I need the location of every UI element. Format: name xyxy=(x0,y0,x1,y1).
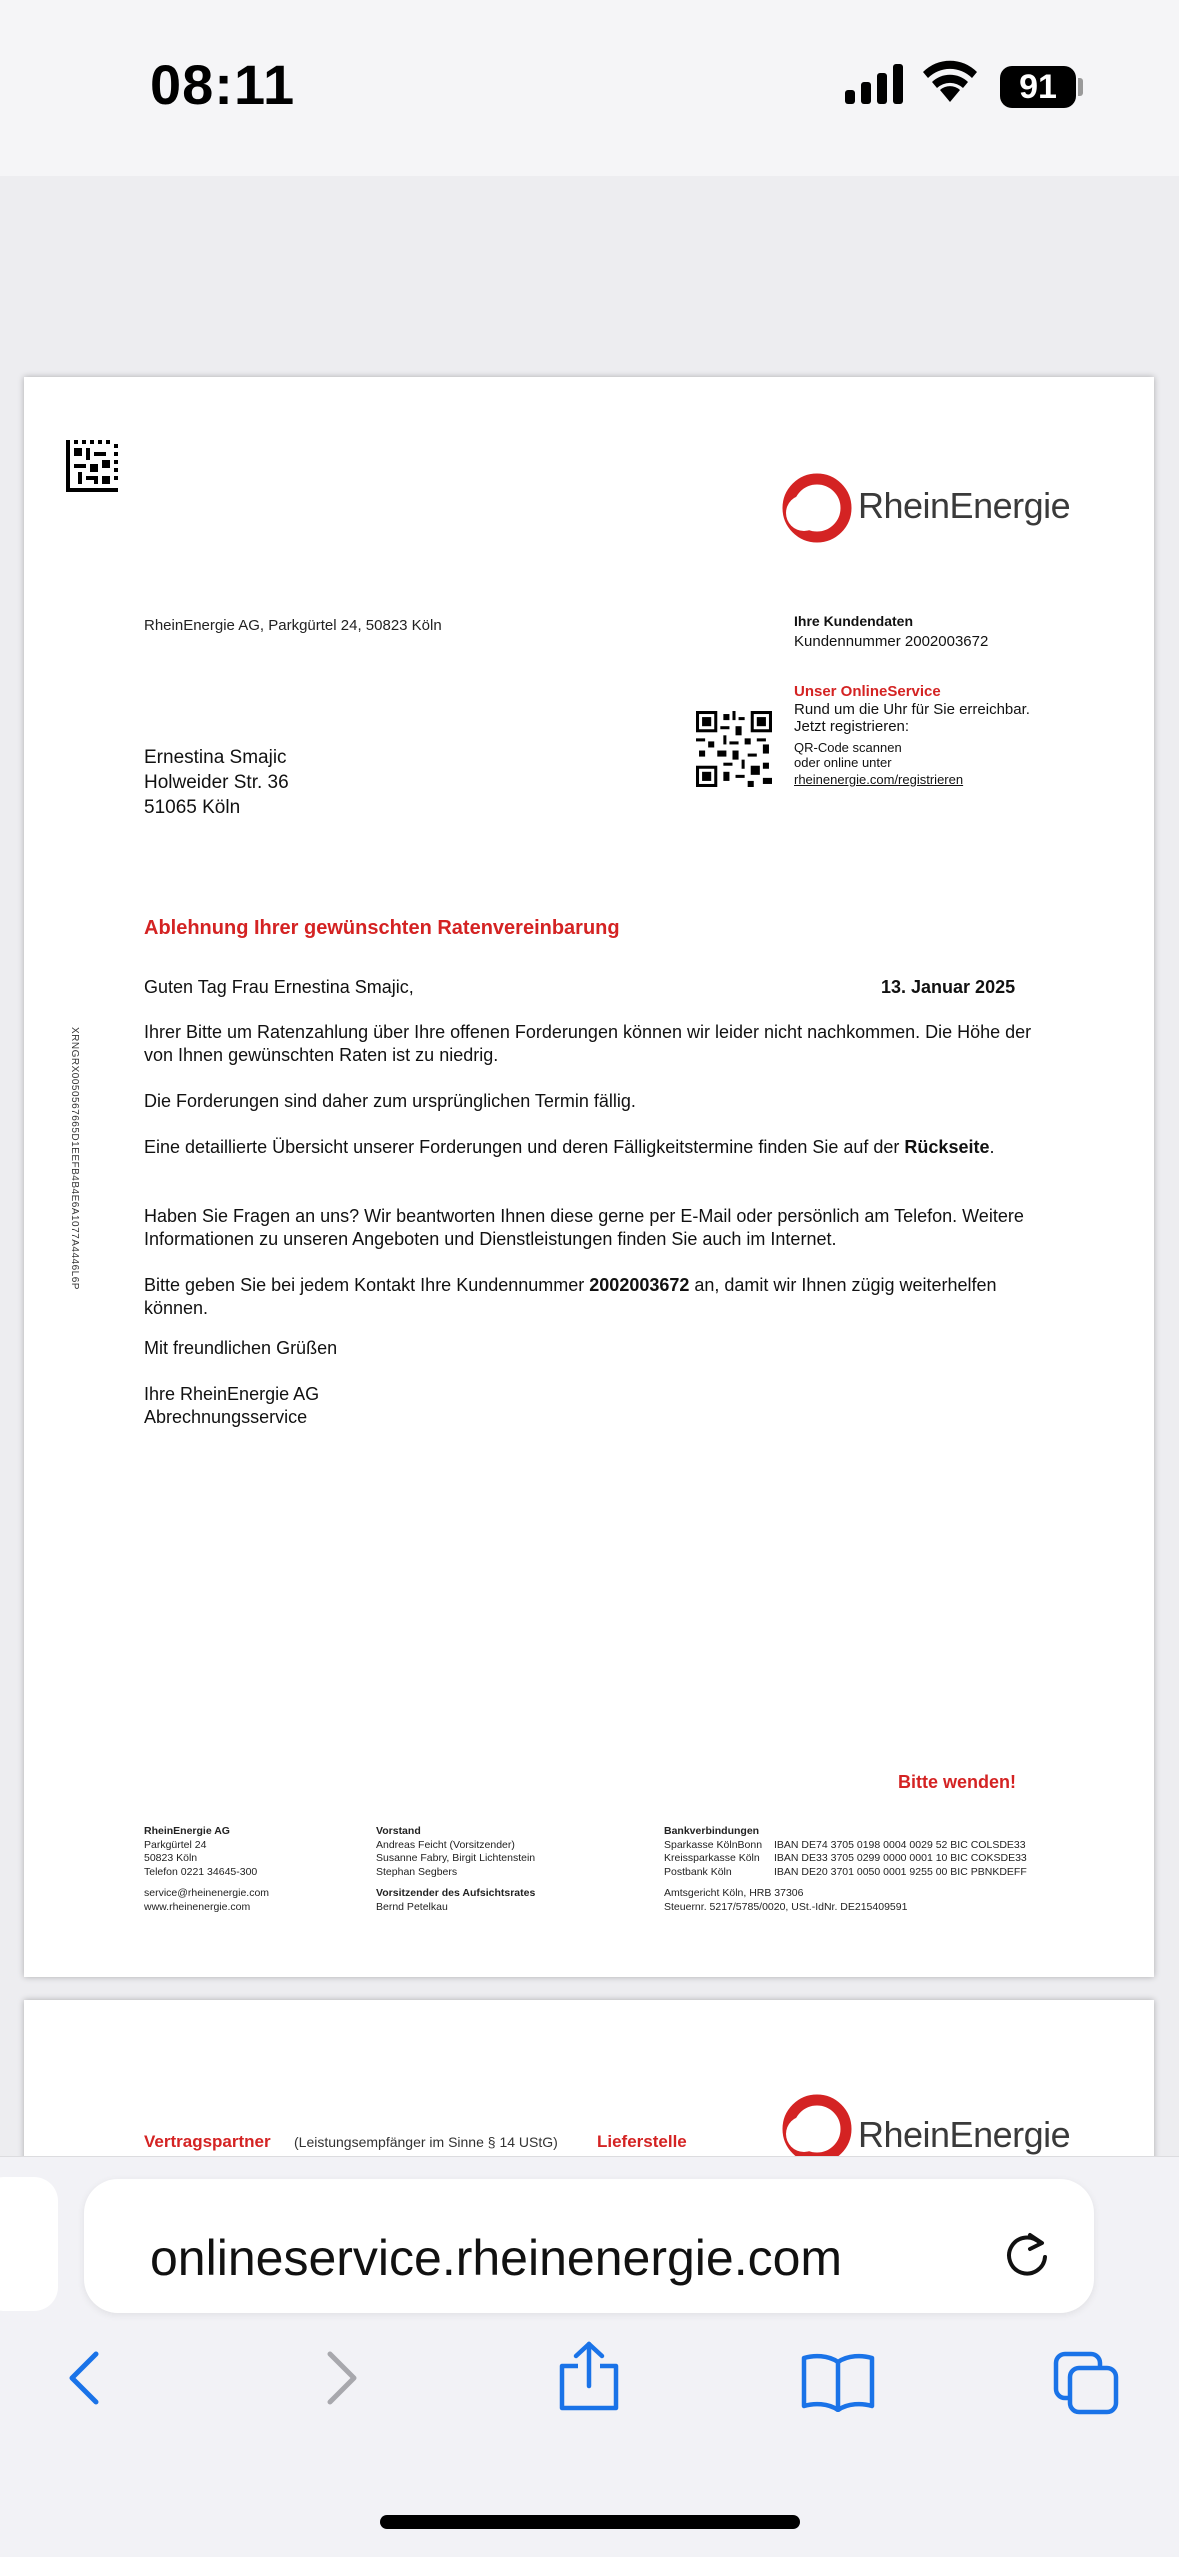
footer-banks xyxy=(664,1825,1027,1914)
letter-page-1 xyxy=(24,377,1154,1977)
contract-partner-heading: Vertragspartner xyxy=(144,2132,271,2151)
online-service-line2: Jetzt registrieren: xyxy=(794,718,910,735)
paragraph-5-customer-number: 2002003672 xyxy=(589,1275,690,1295)
paragraph-5-text: Bitte geben Sie bei jedem Kontakt Ihre Kundennummer xyxy=(144,1275,590,1295)
footer-bank-row xyxy=(664,1866,1027,1880)
paragraph-5 xyxy=(144,1274,1034,1320)
paragraph-2: Die Forderungen sind daher zum ursprünglichen Termin fällig. xyxy=(144,1091,636,1111)
battery-tip xyxy=(1078,78,1083,96)
rheinenergie-logo-icon xyxy=(782,2094,852,2164)
home-indicator xyxy=(380,2515,800,2529)
footer-board-title: Vorstand xyxy=(376,1825,421,1837)
paragraph-1: Ihrer Bitte um Ratenzahlung über Ihre offenen Forderungen können wir leider nicht nachkommen. Die Höhe der von Ihnen gewünschten Raten ist zu niedrig. xyxy=(144,1022,1032,1065)
footer-bank-name: Postbank Köln xyxy=(664,1865,732,1878)
footer-company-city: 50823 Köln xyxy=(144,1852,198,1864)
paragraph-5-end: an, damit wir Ihnen zügig weiterhelfen können. xyxy=(144,1275,997,1318)
footer-company xyxy=(144,1825,269,1914)
document-side-code: XRNGRX0050567665D1EEFB4B4E6A1077A4446L6P xyxy=(69,1027,80,1290)
footer-company-phone: Telefon 0221 34645-300 xyxy=(144,1865,258,1878)
footer-supervisory-name: Bernd Petelkau xyxy=(376,1900,448,1913)
footer-board-line1: Andreas Feicht (Vorsitzender) xyxy=(376,1838,515,1851)
recipient-city: 51065 Köln xyxy=(144,797,241,818)
cellular-signal-icon xyxy=(845,64,907,106)
footer-tax: Steuernr. 5217/5785/0020, USt.-IdNr. DE215409591 xyxy=(664,1900,908,1913)
reload-icon[interactable] xyxy=(1002,2227,1052,2279)
footer-company-title: RheinEnergie AG xyxy=(144,1825,230,1837)
share-icon[interactable] xyxy=(556,2340,622,2412)
footer-company-website[interactable]: www.rheinenergie.com xyxy=(144,1900,251,1913)
online-service-line4: oder online unter xyxy=(794,755,892,770)
recipient-name: Ernestina Smajic xyxy=(144,747,287,768)
footer-banks-title: Bankverbindungen xyxy=(664,1825,760,1837)
datamatrix-code xyxy=(66,440,118,492)
forward-icon[interactable] xyxy=(318,2348,364,2408)
footer-company-email[interactable]: service@rheinenergie.com xyxy=(144,1887,270,1899)
footer-supervisory-title: Vorsitzender des Aufsichtsrates xyxy=(376,1887,536,1899)
closing: Mit freundlichen Grüßen xyxy=(144,1338,338,1358)
footer-bank-iban: IBAN DE33 3705 0299 0000 0001 10 BIC COKSDE33 xyxy=(774,1852,1027,1864)
back-icon[interactable] xyxy=(62,2348,108,2408)
footer-bank-name: Kreissparkasse Köln xyxy=(664,1852,760,1864)
letter-subject: Ablehnung Ihrer gewünschten Ratenvereinbarung xyxy=(144,917,620,939)
footer-board-line2: Susanne Fabry, Birgit Lichtenstein xyxy=(376,1852,536,1864)
footer-register: Amtsgericht Köln, HRB 37306 xyxy=(664,1887,804,1899)
battery-icon: 91 xyxy=(1000,66,1076,108)
footer-board-line3: Stephan Segbers xyxy=(376,1865,458,1878)
footer-bank-iban: IBAN DE20 3701 0050 0001 9255 00 BIC PBNKDEFF xyxy=(774,1865,1027,1878)
paragraph-4: Haben Sie Fragen an uns? Wir beantworten Ihnen diese gerne per E-Mail oder persönlich am Telefon. Weitere Informationen zu unseren Angeboten und Dienstleistungen finden Sie auch im Internet. xyxy=(144,1206,1024,1249)
paragraph-3-text: Eine detaillierte Übersicht unserer Forderungen und deren Fälligkeitstermine finden Sie auf der xyxy=(144,1137,905,1157)
footer-bank-row xyxy=(664,1852,1027,1866)
contract-partner-note: (Leistungsempfänger im Sinne § 14 UStG) xyxy=(294,2134,558,2150)
delivery-point-heading: Lieferstelle xyxy=(597,2132,687,2151)
wifi-icon xyxy=(920,58,980,104)
turn-over-note: Bitte wenden! xyxy=(898,1772,1017,1792)
footer-bank-iban: IBAN DE74 3705 0198 0004 0029 52 BIC COLSDE33 xyxy=(774,1838,1026,1851)
tabs-icon[interactable] xyxy=(1052,2350,1122,2416)
customer-data-title: Ihre Kundendaten xyxy=(794,613,914,629)
qr-code xyxy=(696,711,772,787)
sender-line: RheinEnergie AG, Parkgürtel 24, 50823 Köln xyxy=(144,617,442,634)
recipient-street: Holweider Str. 36 xyxy=(144,772,289,793)
address-bar-url[interactable]: onlineservice.rheinenergie.com xyxy=(150,2230,843,2286)
online-service-line3: QR-Code scannen xyxy=(794,740,902,755)
rheinenergie-logo-icon xyxy=(782,473,852,543)
letter-greeting: Guten Tag Frau Ernestina Smajic, xyxy=(144,977,414,997)
paragraph-3-bold: Rückseite xyxy=(904,1137,990,1157)
status-time: 08:11 xyxy=(150,53,296,116)
bookmarks-icon[interactable] xyxy=(800,2352,876,2412)
previous-tab-preview[interactable] xyxy=(0,2177,58,2311)
signature-line-1: Ihre RheinEnergie AG xyxy=(144,1384,320,1404)
paragraph-3-end: . xyxy=(989,1137,995,1157)
status-bar xyxy=(0,0,1179,176)
online-service-title: Unser OnlineService xyxy=(794,683,941,700)
footer-bank-row xyxy=(664,1839,1027,1853)
letter-date: 13. Januar 2025 xyxy=(881,977,1016,997)
online-service-line1: Rund um die Uhr für Sie erreichbar. xyxy=(794,701,1030,718)
rheinenergie-logo-text: RheinEnergie xyxy=(858,2114,1071,2155)
signature-line-2: Abrechnungsservice xyxy=(144,1407,308,1427)
customer-number: Kundennummer 2002003672 xyxy=(794,633,989,650)
registration-link[interactable]: rheinenergie.com/registrieren xyxy=(794,772,964,787)
footer-bank-name: Sparkasse KölnBonn xyxy=(664,1838,763,1851)
footer-board xyxy=(376,1825,535,1914)
paragraph-3 xyxy=(144,1136,1034,1159)
recipient-address xyxy=(144,745,289,820)
footer-company-street: Parkgürtel 24 xyxy=(144,1838,207,1851)
rheinenergie-logo-text: RheinEnergie xyxy=(858,485,1071,526)
